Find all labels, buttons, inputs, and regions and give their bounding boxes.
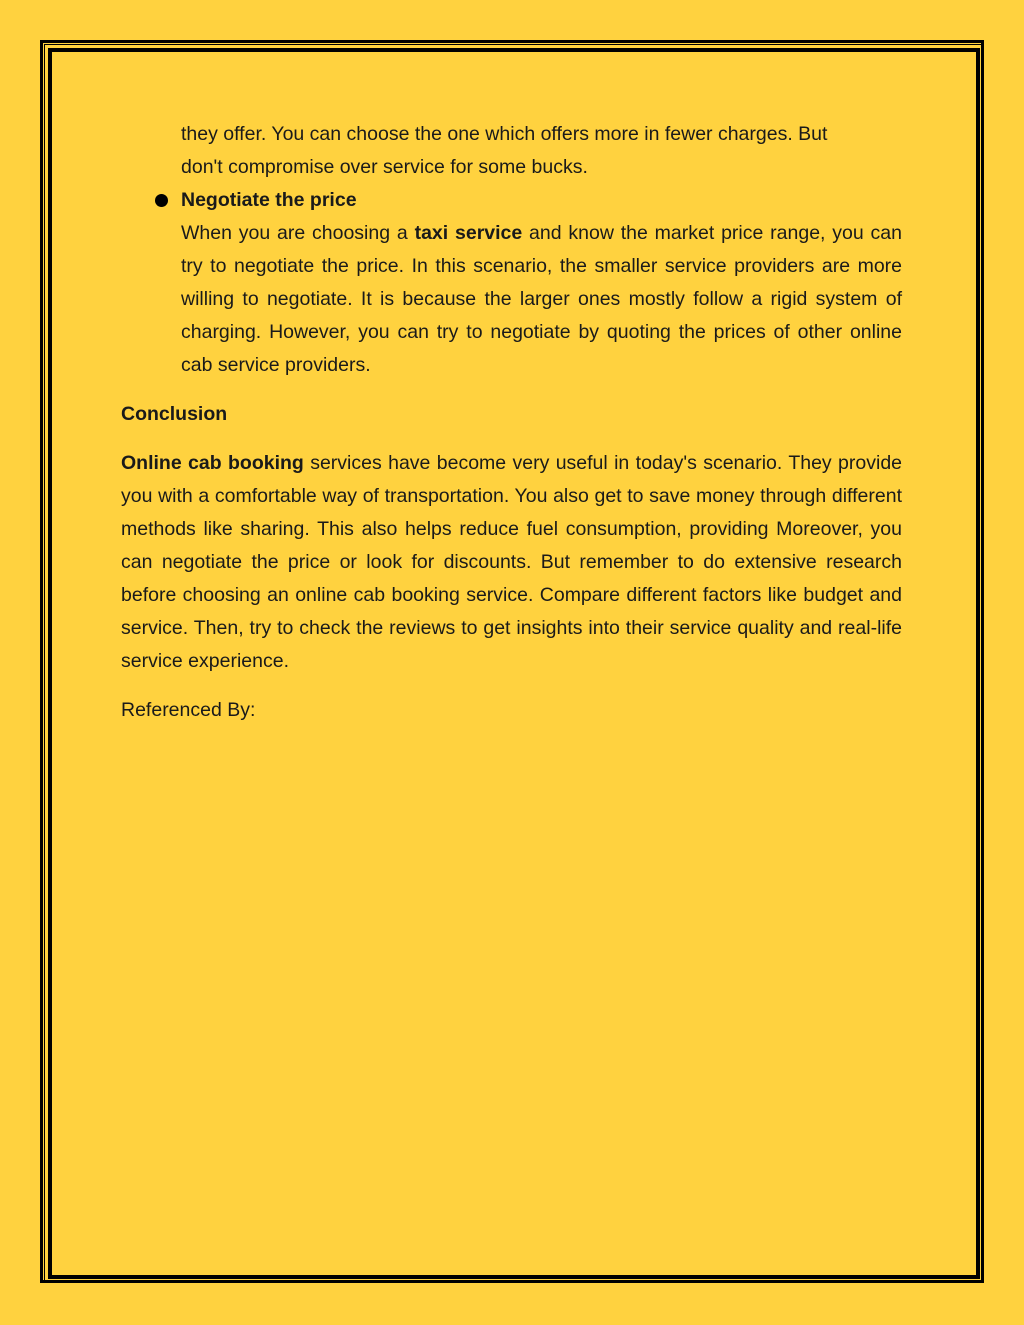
bullet-paragraph (181, 217, 902, 382)
conclusion-text: services have become very useful in today's scenario. They provide you with a comfortable way of transportation. You also get to save money through different methods like sharing. This also helps reduce fuel consumption, providing Moreover, you can negotiate the price or look for discounts. But remember to do extensive research before choosing an online cab booking service. Compare different factors like budget and service. Then, try to check the reviews to get insights into their service quality and real-life service experience. (121, 452, 903, 672)
intro-line-2: don't compromise over service for some bucks. (181, 156, 588, 178)
conclusion-bold-lead: Online cab booking (121, 452, 304, 474)
conclusion-heading: Conclusion (121, 403, 228, 425)
bullet-dot-icon (155, 194, 168, 207)
referenced-by-label: Referenced By: (121, 699, 256, 721)
bullet-bold-phrase: taxi service (414, 222, 523, 244)
intro-line-1: they offer. You can choose the one which offers more in fewer charges. But (181, 123, 828, 145)
bullet-title: Negotiate the price (181, 189, 357, 211)
bullet-item (181, 184, 902, 217)
conclusion-paragraph (121, 447, 902, 678)
bullet-text-before: When you are choosing a (181, 222, 415, 244)
document-body (121, 118, 902, 727)
intro-paragraph (181, 118, 902, 184)
bullet-text-after: and know the market price range, you can try to negotiate the price. In this scenario, the smaller service providers are more willing to negotiate. It is because the larger ones mostly follow a rigid system of charging. However, you can try to negotiate by quoting the prices of other online cab service providers. (181, 222, 902, 376)
